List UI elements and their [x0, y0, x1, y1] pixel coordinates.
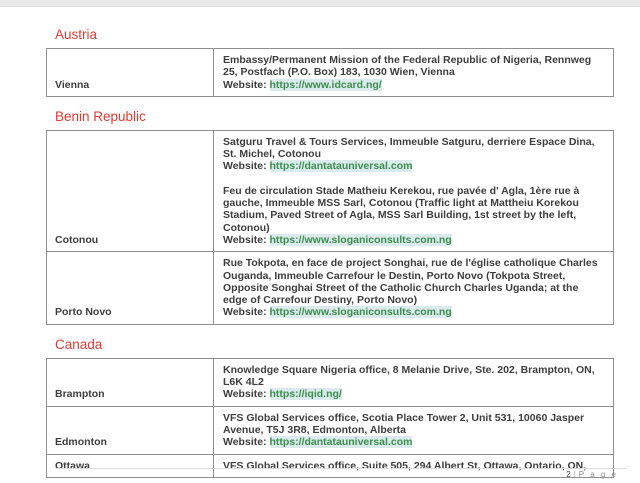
table-row — [47, 406, 614, 454]
table-row — [47, 49, 614, 97]
website-link[interactable]: https://www.sloganiconsults.com.ng — [269, 233, 452, 246]
page-number-footer — [566, 470, 618, 479]
website-label: Website: — [223, 160, 267, 173]
document-page — [0, 7, 640, 478]
website-link[interactable]: https://www.idcard.ng/ — [269, 78, 382, 91]
address-text: Feu de circulation Stade Matheiu Kerekou, rue pavée d' Agla, 1ère rue à gauche, Immeuble MSS Sarl, Cotonou (Traffic light at Mattheiu Korekou Stadium, Paved Street of Agla, MSS Sarl Building, 1st street by the left, Cotonou) — [223, 184, 580, 234]
address-paragraph — [223, 412, 605, 449]
address-cell — [214, 252, 614, 324]
website-label: Website: — [223, 388, 267, 401]
locations-table-canada — [46, 358, 614, 478]
address-paragraph — [223, 54, 605, 91]
website-link[interactable]: https://www.sloganiconsults.com.ng — [269, 306, 452, 319]
address-cell — [214, 406, 614, 454]
address-cell — [214, 130, 614, 251]
section-canada — [0, 337, 640, 478]
address-paragraph — [223, 460, 605, 472]
address-text: Embassy/Permanent Mission of the Federal Republic of Nigeria, Rennweg 25, Postfach (P.O. Box) 183, 1030 Wien, Vienna — [223, 54, 592, 79]
city-label: Brampton — [47, 358, 214, 406]
section-benin-republic — [0, 109, 640, 325]
table-row — [47, 130, 614, 251]
website-link[interactable]: https://iqid.ng/ — [269, 388, 342, 401]
website-label: Website: — [223, 78, 267, 91]
website-link[interactable]: https://dantatauniversal.com — [269, 160, 413, 173]
address-text: VFS Global Services office, Scotia Place Tower 2, Unit 531, 10060 Jasper Avenue, T5J 3R8, Edmonton, Alberta — [223, 411, 585, 436]
website-line — [223, 388, 605, 400]
page-top-edge — [0, 0, 640, 7]
address-paragraph — [223, 257, 605, 318]
section-austria — [0, 27, 640, 97]
address-text: Satguru Travel & Tours Services, Immeuble Satguru, derriere Espace Dina, St. Michel, Cotonou — [223, 135, 595, 161]
website-label: Website: — [223, 436, 267, 449]
website-line — [223, 79, 605, 91]
locations-table-austria — [46, 48, 614, 97]
table-row — [47, 454, 614, 477]
city-label: Ottawa — [47, 454, 214, 477]
website-label: Website: — [223, 233, 267, 246]
website-label: Website: — [223, 306, 267, 319]
city-label: Porto Novo — [47, 252, 214, 324]
website-line — [223, 436, 605, 448]
address-text: VFS Global Services office, Suite 505, 294 Albert St, Ottawa, Ontario, ON, — [223, 459, 587, 472]
address-cell — [214, 454, 614, 477]
page-number: 2 — [566, 470, 571, 479]
footer-separator: | — [573, 470, 576, 479]
address-cell — [214, 358, 614, 406]
locations-table-benin — [46, 130, 614, 325]
country-heading: Canada — [55, 336, 103, 352]
address-paragraph — [223, 364, 605, 401]
website-line — [223, 306, 605, 318]
website-link[interactable]: https://dantatauniversal.com — [269, 436, 413, 449]
country-heading: Benin Republic — [55, 108, 146, 124]
footer-divider — [55, 468, 626, 469]
website-line — [223, 234, 605, 246]
table-row — [47, 358, 614, 406]
country-heading: Austria — [55, 27, 98, 42]
website-line — [223, 160, 605, 172]
address-text: Knowledge Square Nigeria office, 8 Melanie Drive, Ste. 202, Brampton, ON, L6K 4L2 — [223, 363, 595, 389]
address-text: Rue Tokpota, en face de project Songhai, rue de l'église catholique Charles Ouganda, Immeuble Carrefour le Destin, Porto Novo (Tokpota Street, Opposite Songhai Street of the Catholic Church Charles Uganda; at the edge of Carrefour Destiny, Porto Novo) — [223, 257, 598, 307]
address-paragraph — [223, 136, 605, 173]
address-paragraph — [223, 185, 605, 246]
city-label: Vienna — [47, 49, 214, 97]
page-label: P a g e — [578, 470, 618, 479]
city-label: Edmonton — [47, 406, 214, 454]
table-row — [47, 252, 614, 324]
city-label: Cotonou — [47, 130, 214, 251]
address-cell — [214, 49, 614, 97]
